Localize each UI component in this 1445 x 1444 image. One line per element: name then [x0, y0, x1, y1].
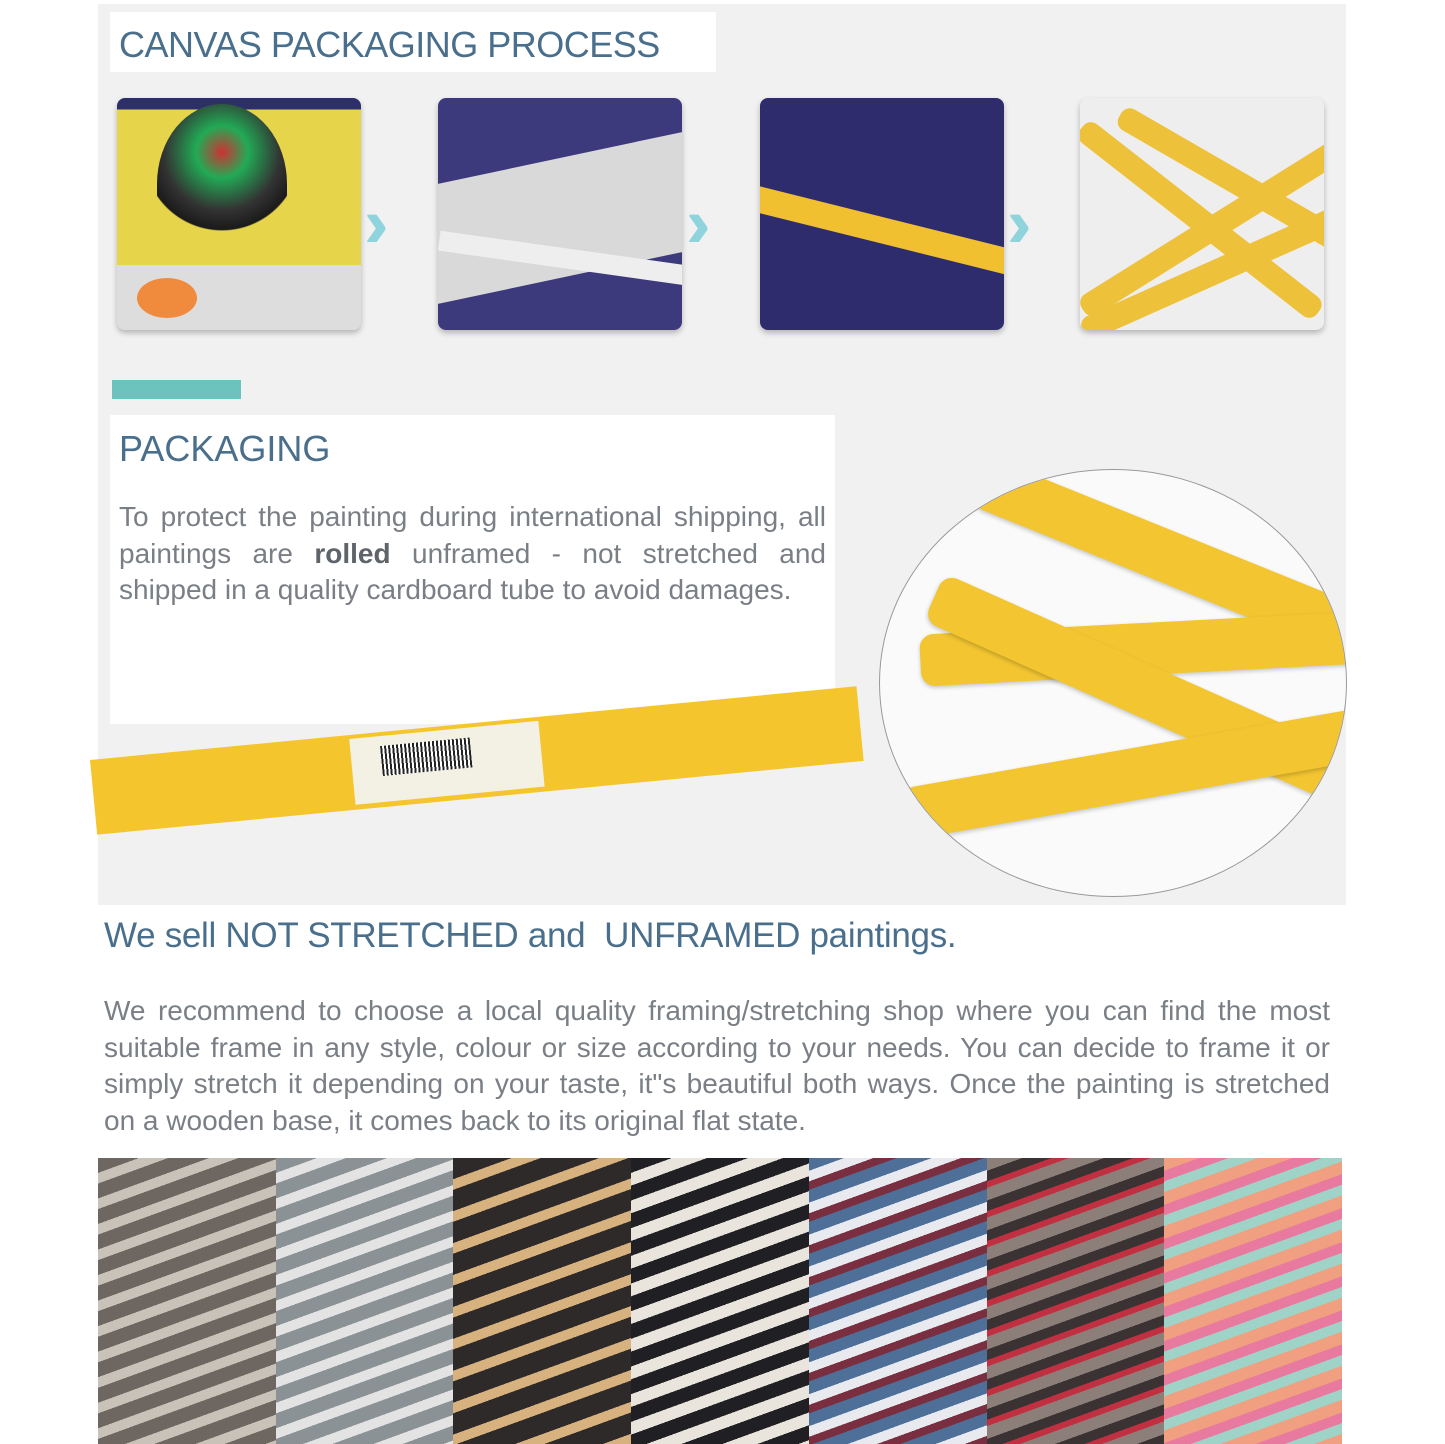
step-4-photo [1080, 98, 1324, 330]
chevron-double-right-icon: ›› [686, 184, 689, 262]
chevron-double-right-icon: ›› [1007, 184, 1010, 262]
packaging-text: To protect the painting during international shipping, all paintings are rolled unframed - not stretched and shipped in a quality cardboard tube to avoid damages. [119, 501, 827, 605]
packaging-title: PACKAGING [119, 428, 331, 469]
packaging-box [110, 415, 835, 724]
notice-body: We recommend to choose a local quality framing/stretching shop where you can find the most suitable frame in any style, colour or size according to your needs. You can decide to frame it or simply stretch it depending on your taste, it"s beautiful both ways. Once the painting is stretched on a wooden base, it comes back to its original flat state. [104, 995, 1330, 1136]
process-title-box [110, 12, 716, 72]
tubes-closeup-photo [879, 469, 1347, 897]
chevron-double-right-icon: ›› [364, 184, 367, 262]
accent-bar [112, 380, 241, 399]
step-2-photo [438, 98, 682, 330]
process-title: CANVAS PACKAGING PROCESS [119, 24, 660, 65]
notice-heading: We sell NOT STRETCHED and UNFRAMED paintings. [104, 916, 957, 955]
step-1-photo [117, 98, 361, 330]
step-3-photo [760, 98, 1004, 330]
frame-samples-photo [98, 1158, 1342, 1444]
